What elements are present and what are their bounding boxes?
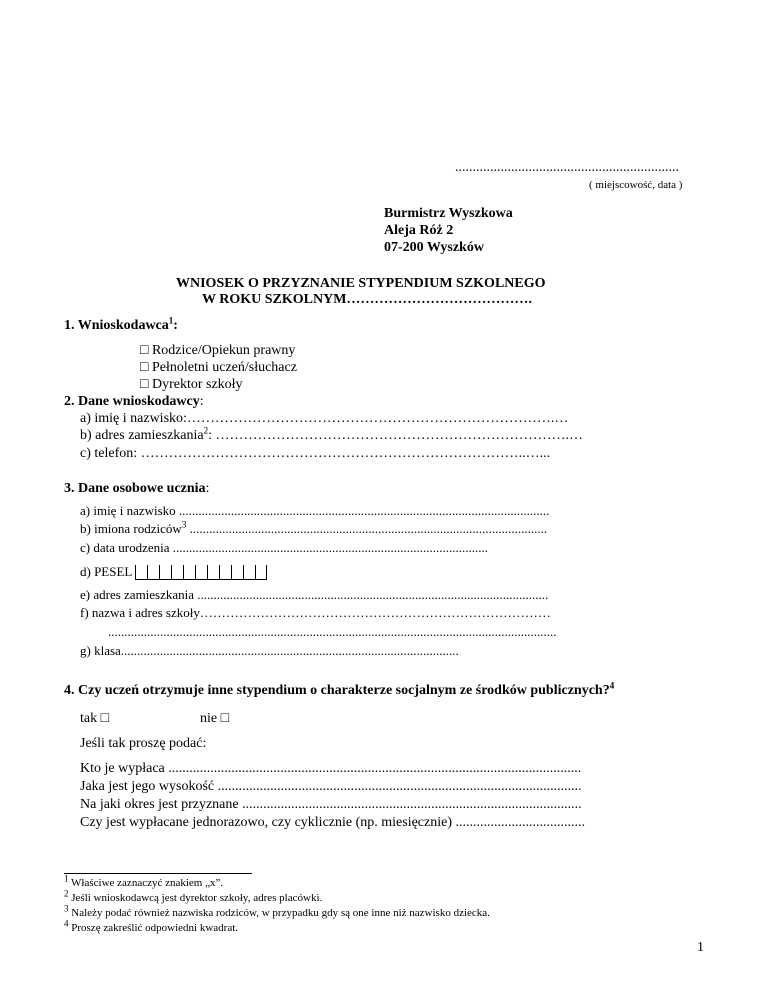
section4-heading: 4. Czy uczeń otrzymuje inne stypendium o charakterze socjalnym ze środków publicznych?$^4$	[64, 680, 615, 698]
footnote-1: $^1$ Właściwe zaznaczyć znakiem „x”.	[64, 873, 224, 889]
option-nie[interactable]: nie □	[200, 711, 230, 726]
amount-field[interactable]: Jaka jest jego wysokość ........................................................................................................	[80, 779, 582, 794]
school-name-field[interactable]: f) nazwa i adres szkoły………………………………………………………………………	[80, 605, 551, 620]
page-number: 1	[697, 940, 704, 955]
applicant-address-field[interactable]: b) adres zamieszkania$^2$: ………………………………………………………………….…	[80, 425, 583, 443]
section3-heading: 3. Dane osobowe ucznia:	[64, 481, 210, 496]
student-name-field[interactable]: a) imię i nazwisko ..................................................................................................................	[80, 503, 550, 518]
applicant-phone-field[interactable]: c) telefon: ………………………………………………………………………..…...	[80, 446, 551, 461]
footnote-2: $^2$ Jeśli wnioskodawcą jest dyrektor szkoły, adres placówki.	[64, 888, 323, 904]
addressee-line1: Burmistrz Wyszkowa	[384, 206, 513, 221]
footnote-4: $^4$ Proszę zakreślić odpowiedni kwadrat.	[64, 918, 239, 934]
pesel-field[interactable]: d) PESEL	[80, 564, 267, 580]
option-school-director[interactable]: □ Dyrektor szkoły	[140, 377, 243, 392]
title-line2: W ROKU SZKOLNYM………………………………….	[202, 292, 532, 307]
pesel-boxes[interactable]	[135, 565, 267, 580]
footnote-divider	[64, 873, 252, 874]
parents-names-field[interactable]: b) imiona rodziców$^3$ ..............................................................................................................	[80, 519, 548, 536]
period-field[interactable]: Na jaki okres jest przyznane .................................................................................................	[80, 797, 582, 812]
title-line1: WNIOSEK O PRZYZNANIE STYPENDIUM SZKOLNEGO	[176, 276, 546, 291]
payment-frequency-field[interactable]: Czy jest wypłacane jednorazowo, czy cyklicznie (np. miesięcznie) .....................................	[80, 815, 586, 830]
class-field[interactable]: g) klasa........................................................................................................	[80, 643, 459, 658]
place-date-label: ( miejscowość, data )	[589, 179, 683, 191]
option-adult-student[interactable]: □ Pełnoletni uczeń/słuchacz	[140, 360, 297, 375]
section1-heading: 1. Wnioskodawca$^1$:	[64, 315, 178, 333]
addressee-line2: Aleja Róż 2	[384, 223, 454, 238]
if-yes-text: Jeśli tak proszę podać:	[80, 736, 207, 751]
student-address-field[interactable]: e) adres zamieszkania ............................................................................................................	[80, 587, 549, 602]
section2-heading: 2. Dane wnioskodawcy:	[64, 394, 204, 409]
school-name-field-cont[interactable]: ..........................................................................................................................................	[108, 624, 557, 639]
option-parents[interactable]: □ Rodzice/Opiekun prawny	[140, 343, 296, 358]
payer-field[interactable]: Kto je wypłaca ......................................................................................................................	[80, 761, 582, 776]
addressee-line3: 07-200 Wyszków	[384, 240, 484, 255]
applicant-name-field[interactable]: a) imię i nazwisko:…………………………………………………………………….…	[80, 411, 569, 426]
option-tak[interactable]: tak □	[80, 711, 110, 726]
birth-date-field[interactable]: c) data urodzenia .................................................................................................	[80, 540, 489, 555]
place-date-dots: ................................................................	[455, 160, 679, 175]
footnote-3: $^3$ Należy podać również nazwiska rodziców, w przypadku gdy są one inne niż nazwisko dziecka.	[64, 903, 490, 919]
